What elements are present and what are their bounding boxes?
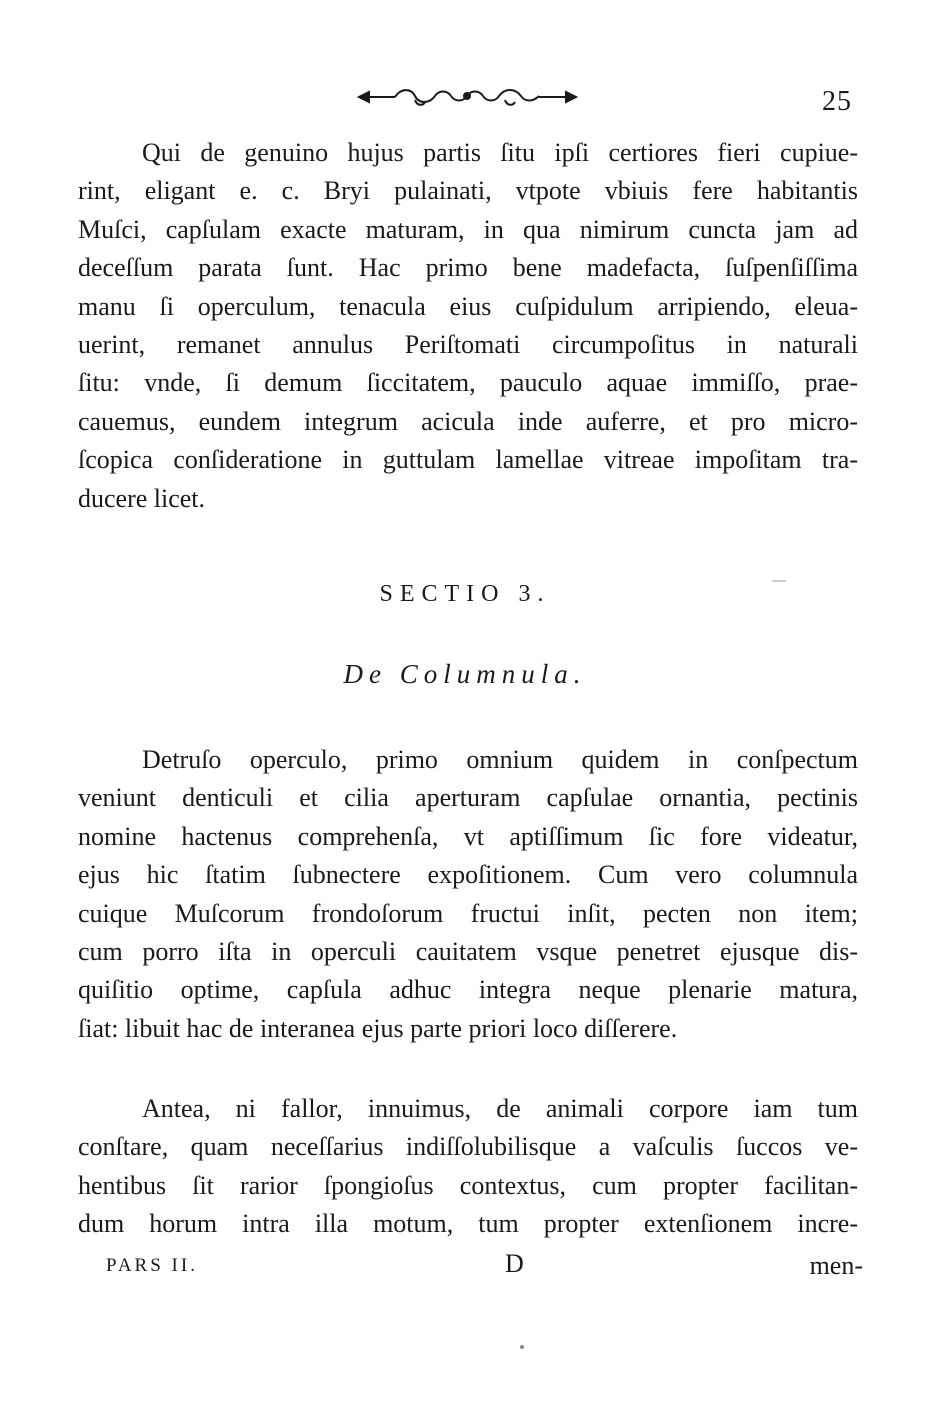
- paper-speck: [520, 1345, 524, 1349]
- paper-speck: [772, 580, 786, 582]
- text-line: nomine hactenus comprehenſa, vt aptiſſimum ſic fore videatur,: [78, 821, 858, 851]
- text-line: Detruſo operculo, primo omnium quidem in conſpectum: [142, 745, 858, 774]
- decorative-headpiece-icon: [355, 84, 580, 110]
- page-number: 25: [822, 86, 852, 117]
- text-line: cum porro iſta in operculi cauitatem vsque penetret ejusque dis-: [78, 937, 858, 967]
- text-line: quiſitio optime, capſula adhuc integra neque plenarie matura,: [78, 975, 858, 1005]
- text-line: ducere licet.: [78, 483, 206, 513]
- text-line: Antea, ni fallor, innuimus, de animali corpore iam tum: [142, 1094, 858, 1123]
- text-line: rint, eligant e. c. Bryi pulainati, vtpote vbiuis fere habitantis: [78, 176, 858, 206]
- text-line: ſitu: vnde, ſi demum ſiccitatem, pauculo aquae immiſſo, prae-: [78, 368, 858, 398]
- section-subtitle: De Columnula.: [343, 659, 587, 689]
- text-line: deceſſum parata ſunt. Hac primo bene madefacta, ſuſpenſiſſima: [78, 253, 858, 283]
- footer-signature: PARS II.: [106, 1255, 198, 1276]
- text-line: hentibus ſit rarior ſpongioſus contextus, cum propter facilitan-: [78, 1170, 858, 1200]
- text-line: Muſci, capſulam exacte maturam, in qua nimirum cuncta jam ad: [78, 214, 858, 244]
- text-line: ejus hic ſtatim ſubnectere expoſitionem. Cum vero columnula: [78, 860, 858, 890]
- footer-catchword: men-: [809, 1251, 863, 1280]
- paragraph-antea: [78, 1090, 858, 1244]
- text-line: uerint, remanet annulus Periſtomati circumpoſitus in naturali: [78, 330, 858, 360]
- text-line: cauemus, eundem integrum acicula inde auferre, et pro micro-: [78, 406, 858, 436]
- text-line: conſtare, quam neceſſarius indiſſolubilisque a vaſculis ſuccos ve-: [78, 1132, 858, 1162]
- text-line: Qui de genuino hujus partis ſitu ipſi certiores fieri cupiue-: [142, 138, 858, 167]
- section-heading: SECTIO 3.: [379, 581, 551, 607]
- paragraph-intro: [78, 134, 858, 518]
- text-line: manu ſi operculum, tenacula eius cuſpidulum arripiendo, eleua-: [78, 291, 858, 321]
- text-line: cuique Muſcorum frondoſorum fructui inſit, pecten non item;: [78, 898, 858, 928]
- text-line: ſiat: libuit hac de interanea ejus parte priori loco diſſerere.: [78, 1013, 678, 1043]
- text-line: dum horum intra illa motum, tum propter extenſionem incre-: [78, 1209, 858, 1239]
- text-line: veniunt denticuli et cilia aperturam capſulae ornantia, pectinis: [78, 783, 858, 813]
- paragraph-columnula: [78, 741, 858, 1048]
- text-line: ſcopica conſideratione in guttulam lamellae vitreae impoſitam tra-: [78, 445, 858, 475]
- footer-signature-mark: D: [505, 1249, 524, 1278]
